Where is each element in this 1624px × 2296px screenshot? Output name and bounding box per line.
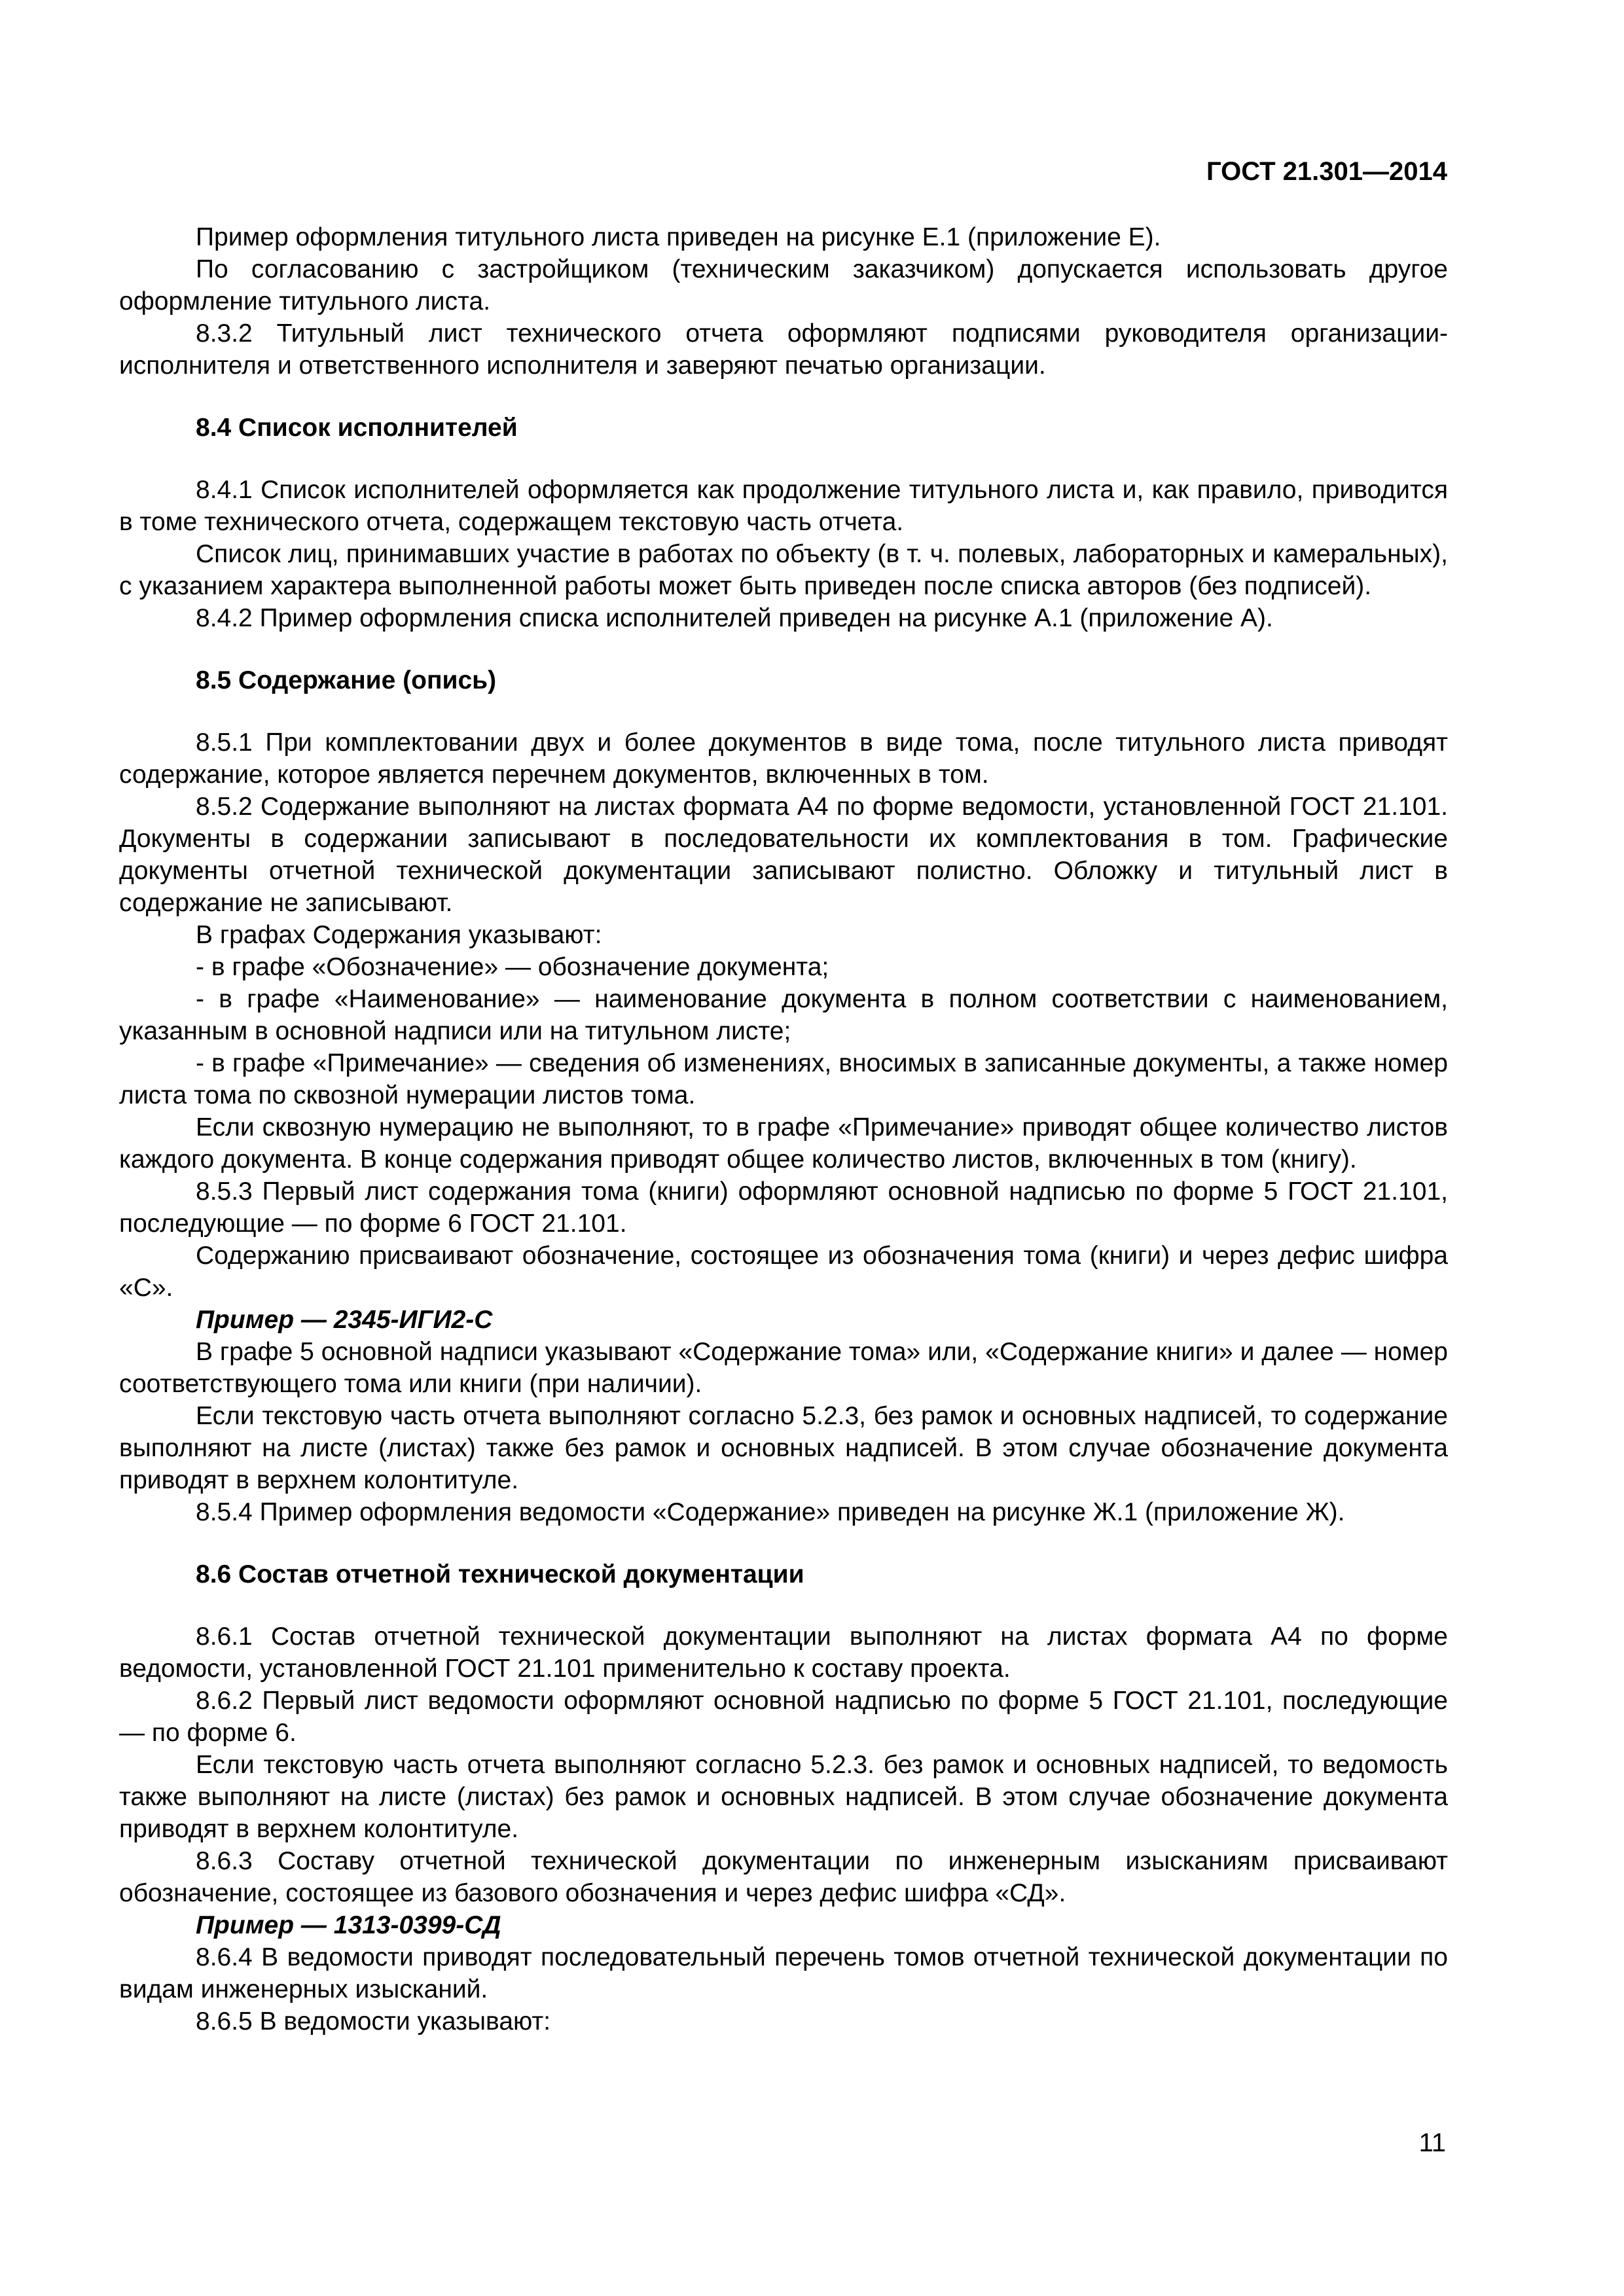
paragraph: 8.5.3 Первый лист содержания тома (книги) оформляют основной надписью по форме 5 ГОСТ 21.101, последующие — по форме 6 ГОСТ 21.101. [119, 1177, 1448, 1238]
paragraph: 8.4.1 Список исполнителей оформляется как продолжение титульного листа и, как правило, приводится в томе технического отчета, содержащем текстовую часть отчета. [119, 476, 1448, 536]
list-item: - в графе «Наименование» — наименование документа в полном соответствии с наименованием, указанным в основной надписи или на титульном листе; [119, 985, 1448, 1045]
page-number: 11 [1418, 2128, 1446, 2157]
paragraph: Пример оформления титульного листа приведен на рисунке Е.1 (приложение Е). [196, 223, 1161, 251]
section-heading-8-6: 8.6 Состав отчетной технической документации [196, 1560, 804, 1588]
document-body [119, 221, 1448, 2037]
list-item: - в графе «Обозначение» — обозначение документа; [196, 953, 829, 981]
example-designation: Пример — 2345-ИГИ2-С [196, 1306, 493, 1334]
paragraph: 8.5.4 Пример оформления ведомости «Содержание» приведен на рисунке Ж.1 (приложение Ж). [196, 1498, 1345, 1526]
paragraph: Список лиц, принимавших участие в работах по объекту (в т. ч. полевых, лабораторных и камеральных), с указанием характера выполненной работы может быть приведен после списка авторов (без подписей). [119, 540, 1448, 600]
paragraph: В графе 5 основной надписи указывают «Содержание тома» или, «Содержание книги» и далее — номер соответствующего тома или книги (при наличии). [119, 1338, 1448, 1398]
paragraph: 8.6.1 Состав отчетной технической документации выполняют на листах формата А4 по форме ведомости, установленной ГОСТ 21.101 применительно к составу проекта. [119, 1623, 1448, 1683]
paragraph: 8.6.3 Составу отчетной технической документации по инженерным изысканиям присваивают обозначение, состоящее из базового обозначения и через дефис шифра «СД». [119, 1847, 1448, 1907]
paragraph: 8.6.4 В ведомости приводят последовательный перечень томов отчетной технической документации по видам инженерных изысканий. [119, 1943, 1448, 2003]
list-item: - в графе «Примечание» — сведения об изменениях, вносимых в записанные документы, а также номер листа тома по сквозной нумерации листов тома. [119, 1049, 1448, 1109]
section-heading-8-5: 8.5 Содержание (опись) [196, 666, 497, 694]
example-designation: Пример — 1313-0399-СД [196, 1911, 501, 1939]
paragraph: 8.6.2 Первый лист ведомости оформляют основной надписью по форме 5 ГОСТ 21.101, последующие — по форме 6. [119, 1687, 1448, 1747]
paragraph: 8.5.1 При комплектовании двух и более документов в виде тома, после титульного листа приводят содержание, которое является перечнем документов, включенных в том. [119, 728, 1448, 789]
paragraph: Если текстовую часть отчета выполняют согласно 5.2.3. без рамок и основных надписей, то ведомость также выполняют на листе (листах) без рамок и основных надписей. В этом случае обозначение документа приводят в верхнем колонтитуле. [119, 1751, 1448, 1843]
section-heading-8-4: 8.4 Список исполнителей [196, 414, 518, 442]
document-code-header: ГОСТ 21.301—2014 [1206, 157, 1447, 186]
paragraph: Содержанию присваивают обозначение, состоящее из обозначения тома (книги) и через дефис шифра «С». [119, 1242, 1448, 1302]
paragraph: По согласованию с застройщиком (техническим заказчиком) допускается использовать другое оформление титульного листа. [119, 255, 1448, 315]
paragraph: В графах Содержания указывают: [196, 921, 602, 949]
paragraph: 8.4.2 Пример оформления списка исполнителей приведен на рисунке А.1 (приложение А). [196, 604, 1273, 632]
paragraph: 8.6.5 В ведомости указывают: [196, 2007, 551, 2036]
paragraph: Если сквозную нумерацию не выполняют, то в графе «Примечание» приводят общее количество листов каждого документа. В конце содержания приводят общее количество листов, включенных в том (книгу). [119, 1113, 1448, 1174]
paragraph: 8.3.2 Титульный лист технического отчета оформляют подписями руководителя организации-исполнителя и ответственного исполнителя и заверяют печатью организации. [119, 319, 1448, 380]
paragraph: Если текстовую часть отчета выполняют согласно 5.2.3, без рамок и основных надписей, то содержание выполняют на листе (листах) также без рамок и основных надписей. В этом случае обозначение документа приводят в верхнем колонтитуле. [119, 1402, 1448, 1494]
paragraph: 8.5.2 Содержание выполняют на листах формата А4 по форме ведомости, установленной ГОСТ 21.101. Документы в содержании записывают в последовательности их комплектования в том. Графические документы отчетной технической документации записывают полистно. Обложку и титульный лист в содержание не записывают. [119, 793, 1448, 917]
